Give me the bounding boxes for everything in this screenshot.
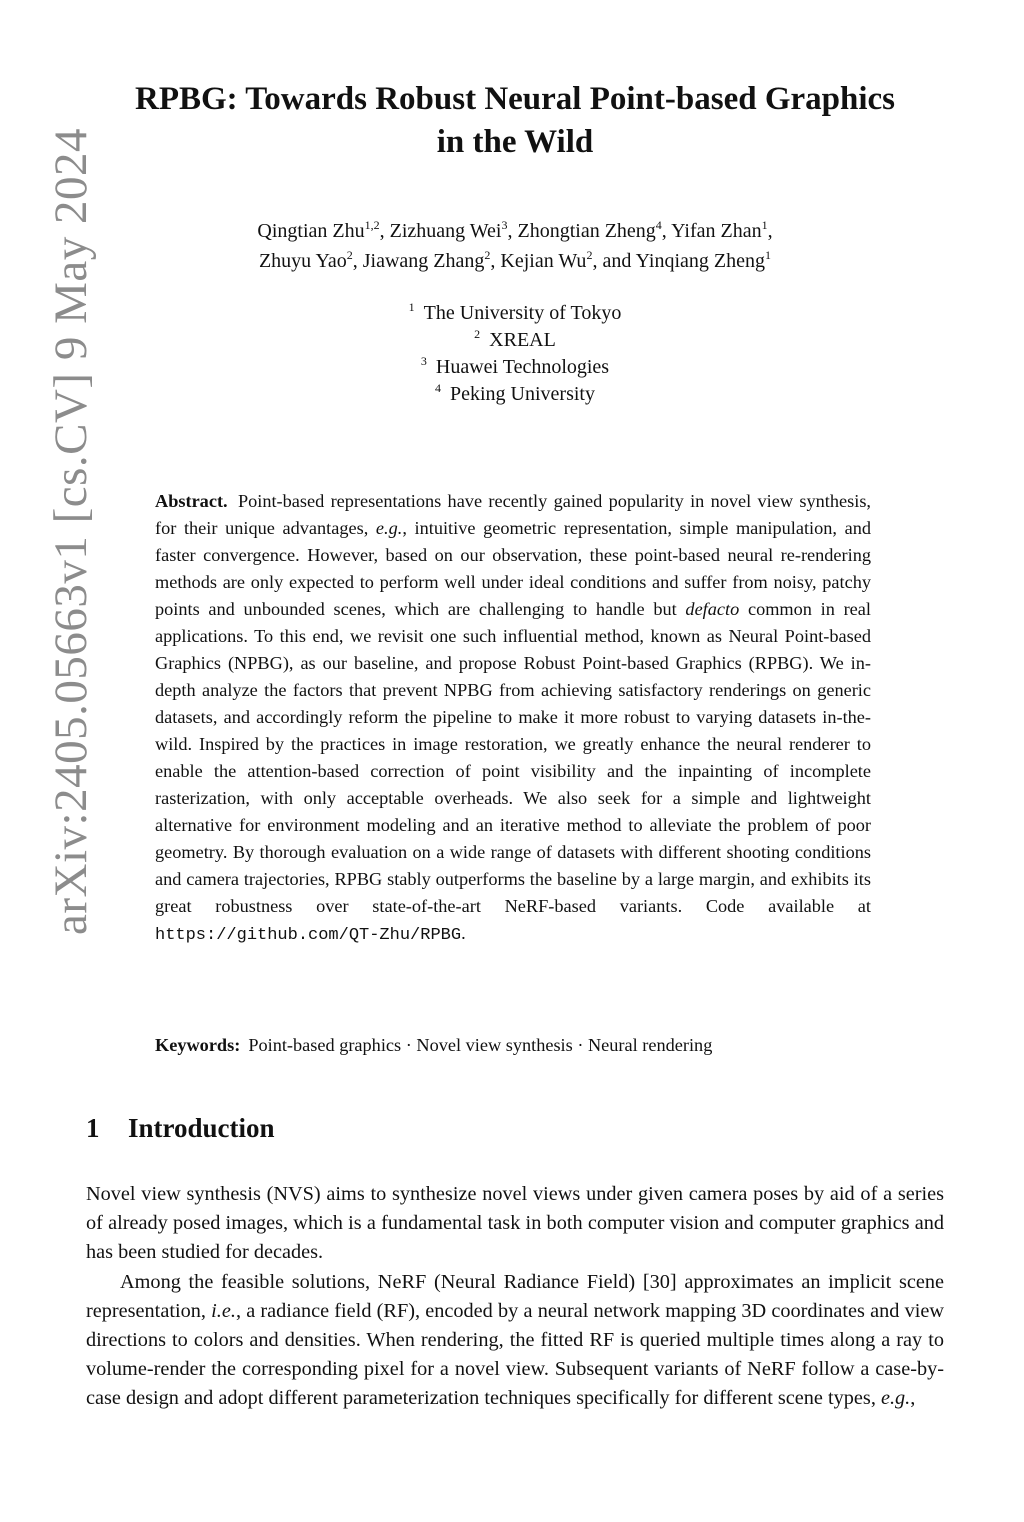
abstract: Abstract. Point-based representations have recently gained popularity in novel view synthesis, for their unique advantages, e.g., intuitive geometric representation, simple manipulation, and faster convergence. However, based on our observation, these point-based neural re-rendering methods are only expected to perform well under ideal conditions and suffer from noisy, patchy points and unbounded scenes, which are challenging to handle but defacto common in real applications. To this end, we revisit one such influential method, known as Neural Point-based Graphics (NPBG), as our baseline, and propose Robust Point-based Graphics (RPBG). We in-depth analyze the factors that prevent NPBG from achieving satisfactory renderings on generic datasets, and accordingly reform the pipeline to make it more robust to varying datasets in-the-wild. Inspired by the practices in image restoration, we greatly enhance the neural renderer to enable the attention-based correction of point visibility and the inpainting of incomplete rasterization, with only acceptable overheads. We also seek for a simple and lightweight alternative for environment modeling and an iterative method to alleviate the problem of poor geometry. By thorough evaluation on a wide range of datasets with different shooting conditions and camera trajectories, RPBG stably outperforms the baseline by a large margin, and exhibits its great robustness over state-of-the-art NeRF-based variants. Code available at https://github.com/QT-Zhu/RPBG.: [155, 491, 872, 945]
intro-paragraph-2: Among the feasible solutions, NeRF (Neural Radiance Field) [30] approximates an implicit scene representation, i.e., a radiance field (RF), encoded by a neural network mapping 3D coordinates and view directions to colors and densities. When rendering, the fitted RF is queried multiple times along a ray to volume-render the corresponding pixel for a novel view. Subsequent variants of NeRF follow a case-by-case design and adopt different parameterization techniques specifically for different scene types, e.g.,: [86, 1271, 944, 1409]
keywords: [155, 1032, 871, 1059]
abstract-label: Abstract.: [155, 491, 228, 511]
arxiv-identifier-stamp: arXiv:2405.05663v1 [cs.CV] 9 May 2024: [45, 128, 97, 935]
affiliation: $^2$ XREAL: [474, 327, 556, 351]
section-heading: 1 Introduction: [86, 1113, 275, 1143]
author: Qingtian Zhu$^{1,2}$,: [257, 218, 390, 242]
code-link[interactable]: https://github.com/QT-Zhu/RPBG: [155, 926, 462, 945]
author: Jiawang Zhang$^2$,: [362, 248, 501, 272]
affiliation: $^4$ Peking University: [435, 381, 595, 405]
author: Zhuyu Yao$^2$,: [258, 248, 363, 272]
keywords-text: Point-based graphics · Novel view synthesis · Neural rendering: [248, 1035, 713, 1055]
affiliation: $^1$ The University of Tokyo: [408, 300, 622, 324]
author: Zhongtian Zheng$^4$,: [517, 218, 672, 242]
affiliation: $^3$ Huawei Technologies: [420, 354, 610, 378]
author: Yinqiang Zheng$^1$: [635, 248, 772, 272]
affiliation-list: [300, 300, 730, 408]
author-list: [120, 216, 910, 276]
keywords-label: Keywords:: [155, 1035, 241, 1055]
title-line-2: in the Wild: [436, 124, 594, 160]
title-line-1: RPBG: Towards Robust Neural Point-based Graphics: [134, 81, 895, 117]
paper-title: [100, 78, 930, 164]
author: Zizhuang Wei$^3$,: [389, 218, 518, 242]
intro-paragraph-1: Novel view synthesis (NVS) aims to synthesize novel views under given camera poses by aid of a series of already posed images, which is a fundamental task in both computer vision and computer graphics and has been studied for decades.: [86, 1183, 944, 1263]
author: Kejian Wu$^2$, and: [500, 248, 636, 272]
author: Yifan Zhan$^1$,: [671, 218, 773, 242]
